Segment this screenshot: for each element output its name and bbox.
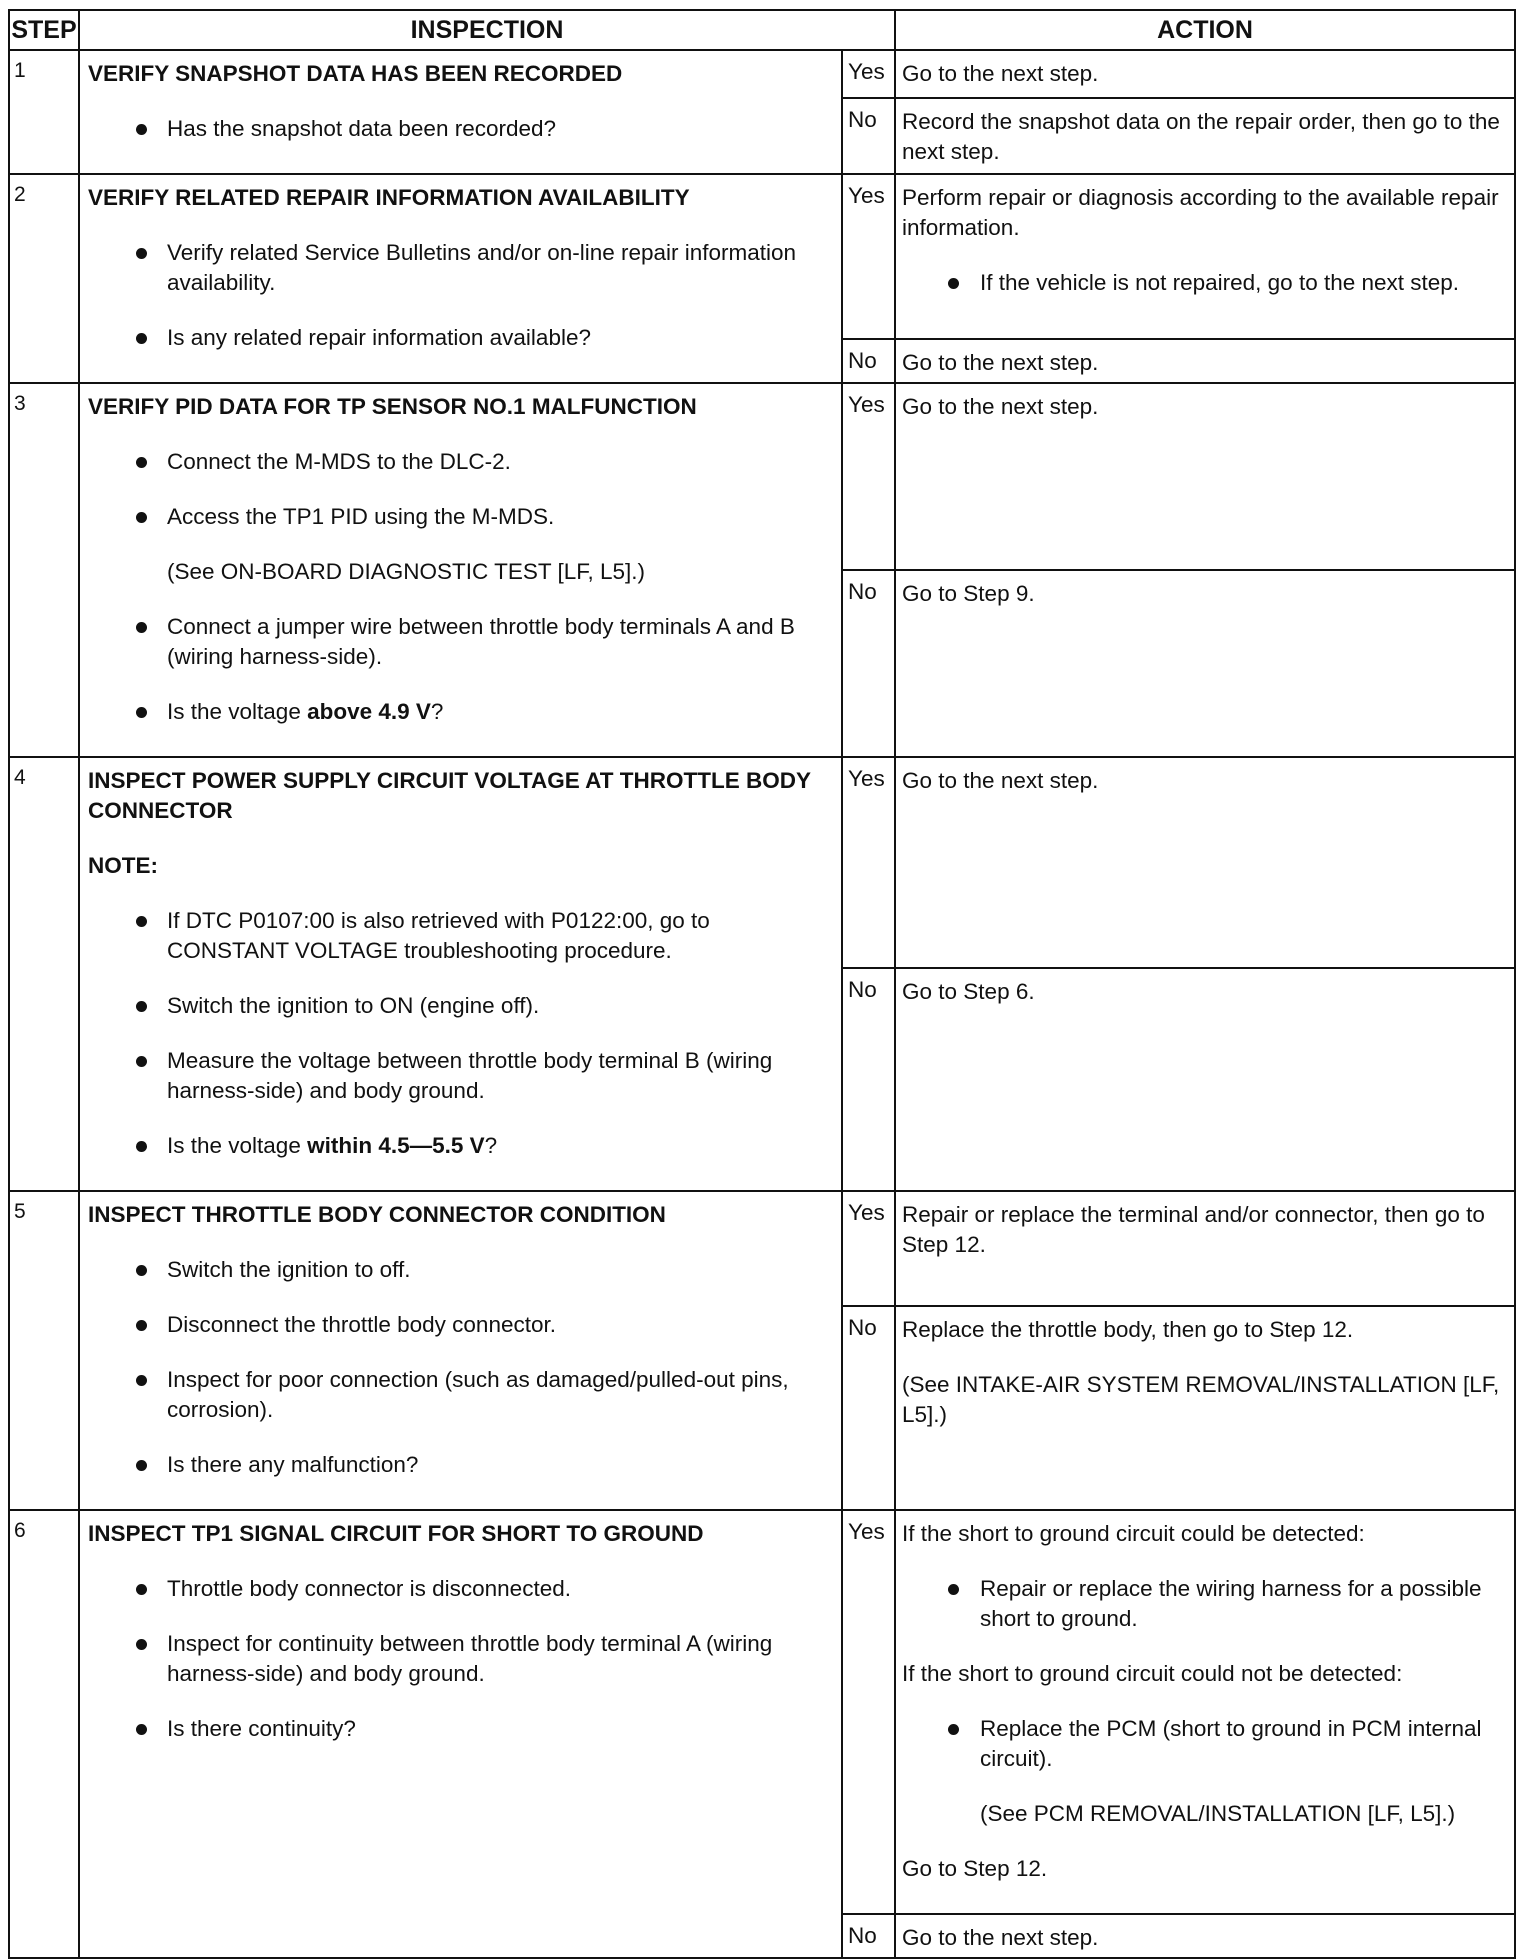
no-label: No	[842, 1914, 895, 1958]
no-action: Go to Step 9.	[895, 570, 1515, 757]
bullet-icon	[136, 248, 147, 259]
bullet-icon	[948, 1584, 959, 1595]
step-3-inspection	[79, 383, 842, 757]
yes-action: Go to the next step.	[895, 383, 1515, 570]
bullet-icon	[136, 707, 147, 718]
bullet-icon	[136, 1724, 147, 1735]
header-row	[9, 10, 1515, 50]
bullet-icon	[136, 1584, 147, 1595]
step-2-inspection	[79, 174, 842, 383]
header-action: ACTION	[895, 10, 1515, 50]
yes-label: Yes	[842, 757, 895, 968]
bullet-icon	[136, 1375, 147, 1386]
step-3-yes-row	[9, 383, 1515, 570]
bullet-icon	[136, 622, 147, 633]
yes-action: Repair or replace the terminal and/or connector, then go to Step 12.	[895, 1191, 1515, 1306]
no-label: No	[842, 1306, 895, 1510]
no-label: No	[842, 98, 895, 174]
no-action: Go to the next step.	[895, 1914, 1515, 1958]
inspection-item: Disconnect the throttle body connector.	[88, 1310, 833, 1340]
bullet-icon	[136, 124, 147, 135]
inspection-item: Inspect for continuity between throttle body terminal A (wiring harness-side) and body ground.	[88, 1629, 833, 1689]
bullet-icon	[136, 1265, 147, 1276]
inspection-item: Throttle body connector is disconnected.	[88, 1574, 833, 1604]
troubleshooting-table	[8, 9, 1516, 1959]
no-action: Replace the throttle body, then go to Step 12. (See INTAKE-AIR SYSTEM REMOVAL/INSTALLATION [LF, L5].)	[895, 1306, 1515, 1510]
bullet-icon	[136, 1001, 147, 1012]
step-4-yes-row	[9, 757, 1515, 968]
yes-action: Go to the next step.	[895, 50, 1515, 98]
inspection-item: Measure the voltage between throttle body terminal B (wiring harness-side) and body ground.	[88, 1046, 833, 1106]
step-6-yes-row	[9, 1510, 1515, 1914]
step-title: INSPECT TP1 SIGNAL CIRCUIT FOR SHORT TO GROUND	[88, 1521, 704, 1546]
inspection-item: Connect a jumper wire between throttle body terminals A and B (wiring harness-side).	[88, 612, 833, 672]
step-number: 2	[9, 174, 79, 383]
bullet-icon	[136, 457, 147, 468]
bullet-icon	[136, 1056, 147, 1067]
step-number: 6	[9, 1510, 79, 1958]
bullet-icon	[136, 1639, 147, 1650]
inspection-item: Has the snapshot data been recorded?	[88, 114, 833, 144]
inspection-item: Is any related repair information available?	[88, 323, 833, 353]
bullet-icon	[948, 1724, 959, 1735]
yes-action: Go to the next step.	[895, 757, 1515, 968]
step-number: 5	[9, 1191, 79, 1510]
step-title: VERIFY SNAPSHOT DATA HAS BEEN RECORDED	[88, 61, 623, 86]
reference-note: (See PCM REMOVAL/INSTALLATION [LF, L5].)	[980, 1801, 1456, 1826]
header-step: STEP	[9, 10, 79, 50]
step-4-inspection	[79, 757, 842, 1191]
inspection-item: Verify related Service Bulletins and/or on-line repair information availability.	[88, 238, 833, 298]
yes-label: Yes	[842, 383, 895, 570]
note-label: NOTE:	[88, 853, 158, 878]
step-1-yes-row	[9, 50, 1515, 98]
step-number: 3	[9, 383, 79, 757]
inspection-item: Access the TP1 PID using the M-MDS.	[88, 502, 833, 532]
bullet-icon	[136, 916, 147, 927]
inspection-question: Is there continuity?	[88, 1714, 833, 1744]
yes-label: Yes	[842, 1191, 895, 1306]
inspection-item: Switch the ignition to off.	[88, 1255, 833, 1285]
yes-label: Yes	[842, 1510, 895, 1914]
inspection-item: Connect the M-MDS to the DLC-2.	[88, 447, 833, 477]
bullet-icon	[136, 333, 147, 344]
yes-label: Yes	[842, 50, 895, 98]
inspection-question: Is the voltage within 4.5—5.5 V?	[88, 1131, 833, 1161]
step-number: 4	[9, 757, 79, 1191]
action-item: If the vehicle is not repaired, go to the next step.	[902, 268, 1506, 298]
yes-action: If the short to ground circuit could be detected: Repair or replace the wiring harness for a possible short to ground. If the short to ground circuit could not be detected: Replace the PCM (short to ground in PCM internal circuit). (See PCM REMOVAL/INSTALLATION [LF, L5].) Go to Step 12.	[895, 1510, 1515, 1914]
reference-note: (See ON-BOARD DIAGNOSTIC TEST [LF, L5].)	[167, 559, 646, 584]
step-title: VERIFY PID DATA FOR TP SENSOR NO.1 MALFUNCTION	[88, 394, 697, 419]
action-item: Repair or replace the wiring harness for a possible short to ground.	[902, 1574, 1506, 1634]
inspection-item: Inspect for poor connection (such as damaged/pulled-out pins, corrosion).	[88, 1365, 833, 1425]
no-label: No	[842, 968, 895, 1191]
inspection-question: Is there any malfunction?	[88, 1450, 833, 1480]
no-label: No	[842, 570, 895, 757]
bullet-icon	[948, 278, 959, 289]
inspection-item: Switch the ignition to ON (engine off).	[88, 991, 833, 1021]
step-title: INSPECT THROTTLE BODY CONNECTOR CONDITION	[88, 1202, 666, 1227]
step-2-yes-row	[9, 174, 1515, 339]
bullet-icon	[136, 1460, 147, 1471]
no-action: Go to Step 6.	[895, 968, 1515, 1191]
step-title: INSPECT POWER SUPPLY CIRCUIT VOLTAGE AT THROTTLE BODY CONNECTOR	[88, 768, 811, 823]
yes-label: Yes	[842, 174, 895, 339]
action-item: Replace the PCM (short to ground in PCM internal circuit).	[902, 1714, 1506, 1774]
bullet-icon	[136, 1141, 147, 1152]
step-title: VERIFY RELATED REPAIR INFORMATION AVAILABILITY	[88, 185, 690, 210]
step-5-yes-row	[9, 1191, 1515, 1306]
step-5-inspection	[79, 1191, 842, 1510]
header-inspection: INSPECTION	[79, 10, 895, 50]
step-number: 1	[9, 50, 79, 174]
inspection-item: If DTC P0107:00 is also retrieved with P0122:00, go to CONSTANT VOLTAGE troubleshooting procedure.	[88, 906, 833, 966]
no-action: Record the snapshot data on the repair order, then go to the next step.	[895, 98, 1515, 174]
bullet-icon	[136, 512, 147, 523]
inspection-question: Is the voltage above 4.9 V?	[88, 697, 833, 727]
yes-action: Perform repair or diagnosis according to the available repair information. If the vehicle is not repaired, go to the next step.	[895, 174, 1515, 339]
bullet-icon	[136, 1320, 147, 1331]
no-action: Go to the next step.	[895, 339, 1515, 383]
reference-note: (See INTAKE-AIR SYSTEM REMOVAL/INSTALLATION [LF, L5].)	[902, 1372, 1500, 1428]
step-6-inspection	[79, 1510, 842, 1958]
no-label: No	[842, 339, 895, 383]
step-1-inspection	[79, 50, 842, 174]
